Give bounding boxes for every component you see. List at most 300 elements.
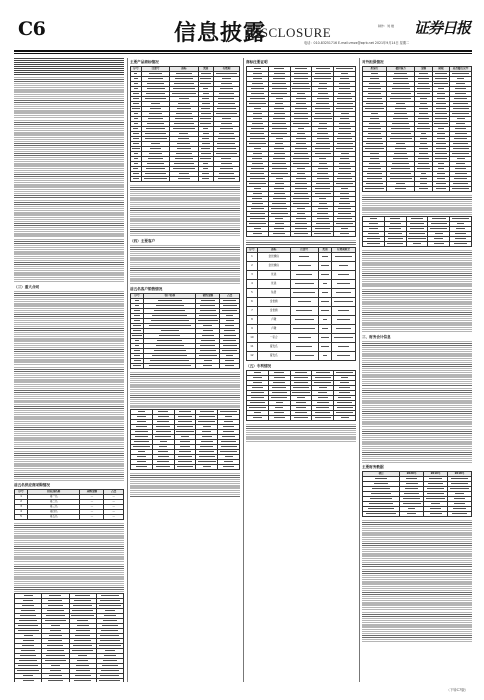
table-cell <box>247 222 269 227</box>
table-row <box>247 352 356 361</box>
table-cell <box>96 604 123 609</box>
table-cell <box>268 132 290 137</box>
table-row <box>247 396 356 401</box>
table-cell <box>196 460 218 465</box>
text-block <box>362 195 472 215</box>
table-row <box>363 512 472 517</box>
table-cell <box>170 177 198 182</box>
table-cell <box>247 177 269 182</box>
table-cell <box>432 157 449 162</box>
table-cell: 1 <box>15 495 28 500</box>
table-cell <box>318 271 331 280</box>
table-cell <box>247 182 269 187</box>
table-cell <box>268 172 290 177</box>
table-row <box>363 127 472 132</box>
table-row <box>247 172 356 177</box>
table-cell <box>96 599 123 604</box>
table-row <box>363 187 472 192</box>
table-title: 主要财务数据 <box>362 465 384 469</box>
table-row <box>247 401 356 406</box>
table-header: 采购金额 <box>80 490 104 495</box>
table-cell <box>363 147 387 152</box>
table-cell <box>220 364 240 369</box>
table-cell <box>174 430 196 435</box>
table-cell: 3 <box>15 505 28 510</box>
text-block <box>14 120 124 150</box>
table-row <box>363 87 472 92</box>
text-block <box>14 404 124 450</box>
table-cell <box>69 614 96 619</box>
trademark-logo: 金世旗 <box>257 298 290 307</box>
table-row <box>363 92 472 97</box>
table-row <box>131 440 240 445</box>
table-row <box>247 271 356 280</box>
table-cell <box>312 232 334 237</box>
table-row <box>363 492 472 497</box>
table-cell <box>15 664 42 669</box>
table-header: 注册号 <box>290 248 318 253</box>
section-heading: （四）主要客户 <box>130 239 156 243</box>
table-cell <box>406 232 428 237</box>
table-cell <box>331 262 355 271</box>
table-row <box>363 487 472 492</box>
table-row <box>247 386 356 391</box>
table-row <box>15 515 124 520</box>
table-cell <box>386 132 414 137</box>
table-cell: 3 <box>247 271 258 280</box>
table-row <box>247 122 356 127</box>
table-cell <box>141 97 169 102</box>
table-header: 是否履行完毕 <box>450 67 472 72</box>
text-block <box>246 240 356 246</box>
table-cell <box>268 207 290 212</box>
table-cell <box>218 445 240 450</box>
table-cell <box>334 406 356 411</box>
table-header: 2019年 <box>424 472 448 477</box>
data-table <box>14 593 124 682</box>
table-cell <box>318 298 331 307</box>
table-cell <box>69 649 96 654</box>
table-cell <box>170 167 198 172</box>
table-cell <box>96 639 123 644</box>
text-block <box>362 388 472 428</box>
table-row <box>247 343 356 352</box>
table-row <box>247 325 356 334</box>
table-cell <box>290 352 318 361</box>
table-cell <box>386 187 414 192</box>
table-cell <box>363 187 387 192</box>
table-cell <box>290 289 318 298</box>
table-cell <box>386 172 414 177</box>
table-cell <box>363 242 385 247</box>
trademark-logo: 富发名 <box>257 352 290 361</box>
table-cell <box>450 72 472 77</box>
table-cell <box>144 359 196 364</box>
table-cell <box>331 271 355 280</box>
table-cell: 7 <box>247 307 258 316</box>
table-cell <box>386 92 414 97</box>
table-cell <box>247 137 269 142</box>
table-cell <box>141 172 169 177</box>
table-cell <box>15 629 42 634</box>
table-cell <box>318 343 331 352</box>
table-cell <box>450 217 472 222</box>
table-header: 序号 <box>131 67 142 72</box>
table-cell <box>363 107 387 112</box>
table-cell <box>69 609 96 614</box>
table-cell <box>290 343 318 352</box>
table-cell <box>290 271 318 280</box>
table-row <box>247 87 356 92</box>
table-header: 销售金额 <box>196 294 220 299</box>
table-cell <box>432 117 449 122</box>
table-cell <box>247 142 269 147</box>
table-cell <box>415 92 432 97</box>
table-row <box>247 222 356 227</box>
table-cell <box>334 232 356 237</box>
table-cell <box>318 325 331 334</box>
table-cell <box>290 197 312 202</box>
table-cell <box>318 262 331 271</box>
table-row <box>247 307 356 316</box>
table-cell <box>213 177 239 182</box>
column-3 <box>246 58 356 682</box>
table-cell: — <box>104 505 124 510</box>
table-cell <box>290 232 312 237</box>
table-row <box>363 502 472 507</box>
table-cell <box>312 376 334 381</box>
table-row <box>247 253 356 262</box>
section-heading: 三、财务会计信息 <box>362 335 391 339</box>
text-block <box>14 291 124 325</box>
text-block <box>130 473 240 497</box>
table-row <box>247 177 356 182</box>
table-cell: — <box>80 495 104 500</box>
table-cell <box>141 132 169 137</box>
table-cell <box>334 67 356 72</box>
column-2 <box>130 58 240 682</box>
table-row <box>131 132 240 137</box>
table-cell <box>428 222 450 227</box>
table-cell <box>318 316 331 325</box>
editor-line: 制作：刘 雄 <box>378 24 394 28</box>
section-heading: （三）重大合同 <box>14 285 40 289</box>
table-row <box>131 445 240 450</box>
table-row <box>247 280 356 289</box>
table-cell <box>144 324 196 329</box>
table-cell: — <box>104 495 124 500</box>
continued-note: （下转C7版） <box>446 688 468 692</box>
text-block <box>362 250 472 288</box>
table-cell <box>218 465 240 470</box>
data-table <box>130 409 240 470</box>
table-row <box>363 497 472 502</box>
table-cell <box>334 102 356 107</box>
table-cell <box>432 122 449 127</box>
patent-table <box>246 370 356 421</box>
table-row <box>247 97 356 102</box>
table-cell <box>170 92 198 97</box>
table-cell <box>196 319 220 324</box>
table-cell <box>220 304 240 309</box>
table-row <box>247 202 356 207</box>
table-cell <box>268 396 290 401</box>
table-cell <box>312 112 334 117</box>
table-header: 商标 <box>257 248 290 253</box>
table-cell <box>196 314 220 319</box>
table-row <box>363 482 472 487</box>
table-row <box>131 172 240 177</box>
text-block <box>14 367 124 403</box>
table-cell: 11 <box>247 343 258 352</box>
table-cell: 1 <box>247 253 258 262</box>
text-block <box>14 326 124 366</box>
table-cell <box>312 152 334 157</box>
column-divider <box>359 58 360 682</box>
table-row <box>131 137 240 142</box>
text-block <box>14 200 124 238</box>
table-cell <box>268 416 290 421</box>
trademark-logo: 卢隆 <box>257 325 290 334</box>
table-cell <box>247 416 269 421</box>
table-cell <box>312 117 334 122</box>
table-row <box>247 416 356 421</box>
column-divider <box>127 58 128 682</box>
table-row <box>363 242 472 247</box>
table-cell: 第三名 <box>28 505 80 510</box>
table-row <box>247 217 356 222</box>
page-number: C6 <box>18 18 46 40</box>
trademark-logo: 仙居 <box>257 289 290 298</box>
table-cell <box>424 492 448 497</box>
table-row <box>363 82 472 87</box>
table-header: 项目 <box>363 472 400 477</box>
table-cell <box>415 167 432 172</box>
table-cell <box>218 450 240 455</box>
table-cell <box>268 212 290 217</box>
table-cell <box>96 679 123 683</box>
data-table <box>362 216 472 247</box>
table-cell <box>196 364 220 369</box>
text-block <box>362 569 472 611</box>
table-cell <box>220 349 240 354</box>
table-cell <box>213 107 239 112</box>
table-cell <box>196 415 218 420</box>
table-cell <box>363 182 387 187</box>
table-row <box>131 177 240 182</box>
table-cell <box>312 416 334 421</box>
text-block <box>246 424 356 442</box>
table-row <box>131 97 240 102</box>
table-cell: — <box>104 500 124 505</box>
table-cell <box>432 82 449 87</box>
table-cell <box>268 232 290 237</box>
table-cell <box>312 381 334 386</box>
table-cell <box>400 502 424 507</box>
table-cell <box>196 465 218 470</box>
table-cell <box>334 182 356 187</box>
table-cell <box>247 406 269 411</box>
trademark-logo: 金世旗 <box>257 307 290 316</box>
table-row <box>363 167 472 172</box>
table-row <box>247 262 356 271</box>
table-cell <box>144 319 196 324</box>
text-block <box>362 289 472 333</box>
table-cell <box>268 167 290 172</box>
table-cell <box>450 147 472 152</box>
table-cell <box>15 624 42 629</box>
column-1 <box>14 58 124 682</box>
table-cell <box>170 122 198 127</box>
customer-table <box>130 293 240 369</box>
table-cell <box>196 420 218 425</box>
table-cell <box>290 307 318 316</box>
table-cell <box>42 654 69 659</box>
table-cell <box>131 177 142 182</box>
table-cell <box>290 316 318 325</box>
table-row <box>247 127 356 132</box>
text-block <box>130 372 240 408</box>
trademark-logo: 优美 <box>257 271 290 280</box>
table-cell <box>131 465 153 470</box>
table-cell <box>386 97 414 102</box>
table-cell <box>290 280 318 289</box>
table-header: 客户名称 <box>144 294 196 299</box>
table-cell <box>290 162 312 167</box>
table-row <box>131 425 240 430</box>
table-cell <box>247 217 269 222</box>
table-cell <box>334 416 356 421</box>
table-cell <box>290 87 312 92</box>
registration-table <box>246 66 356 237</box>
table-row <box>131 435 240 440</box>
table-cell <box>406 237 428 242</box>
table-cell <box>247 232 269 237</box>
logo-table <box>246 247 356 361</box>
table-row <box>363 237 472 242</box>
table-cell: 第四名 <box>28 510 80 515</box>
table-row <box>363 232 472 237</box>
table-cell <box>144 364 196 369</box>
table-row <box>131 162 240 167</box>
text-block <box>362 520 472 568</box>
table-cell <box>450 107 472 112</box>
table-header: 序号 <box>247 248 258 253</box>
table-cell <box>290 298 318 307</box>
table-cell <box>42 619 69 624</box>
masthead-rule-thin <box>14 53 472 54</box>
table-cell <box>198 82 213 87</box>
table-row <box>131 465 240 470</box>
newspaper-logo: 证券日报 <box>413 19 470 37</box>
masthead-rule-thick <box>14 50 472 52</box>
table-row <box>247 82 356 87</box>
table-cell <box>213 147 239 152</box>
table-cell <box>386 177 414 182</box>
table-header: 金额 <box>415 67 432 72</box>
text-block <box>14 77 124 119</box>
table-row <box>247 298 356 307</box>
table-header: 占比 <box>104 490 124 495</box>
table-cell <box>152 435 174 440</box>
table-cell: 2 <box>247 262 258 271</box>
table-cell <box>290 122 312 127</box>
table-header: 有效期限至 <box>331 248 355 253</box>
table-cell <box>428 242 450 247</box>
table-header: 类别 <box>318 248 331 253</box>
table-row <box>15 679 124 683</box>
table-cell <box>363 507 400 512</box>
table-cell <box>312 77 334 82</box>
table-cell <box>198 117 213 122</box>
table-cell <box>213 152 239 157</box>
table-row <box>131 87 240 92</box>
table-cell: — <box>80 515 104 520</box>
table-cell <box>290 391 312 396</box>
table-cell <box>42 679 69 683</box>
table-cell <box>331 316 355 325</box>
table-row <box>131 167 240 172</box>
table-cell <box>218 410 240 415</box>
table-cell <box>331 334 355 343</box>
table-cell <box>432 187 449 192</box>
table-cell: — <box>80 500 104 505</box>
table-cell <box>196 354 220 359</box>
table-row <box>247 334 356 343</box>
table-cell <box>268 92 290 97</box>
table-row <box>247 142 356 147</box>
table-header: 担保方 <box>363 67 387 72</box>
table-cell <box>141 177 169 182</box>
table-cell <box>318 352 331 361</box>
table-cell: 9 <box>247 325 258 334</box>
table-cell <box>290 202 312 207</box>
table-cell <box>432 77 449 82</box>
table-cell <box>312 72 334 77</box>
table-row <box>131 82 240 87</box>
table-row <box>131 364 240 369</box>
table-row <box>247 92 356 97</box>
table-cell <box>331 253 355 262</box>
table-row <box>247 132 356 137</box>
guarantee-table <box>362 66 472 192</box>
table-cell <box>131 445 153 450</box>
table-cell: — <box>104 510 124 515</box>
table-row <box>131 122 240 127</box>
text-block <box>130 185 240 237</box>
table-row <box>131 127 240 132</box>
table-cell: — <box>104 515 124 520</box>
table-cell <box>450 152 472 157</box>
table-cell: 2 <box>15 500 28 505</box>
table-cell <box>170 162 198 167</box>
table-cell <box>331 289 355 298</box>
table-cell <box>406 242 428 247</box>
table-cell <box>386 137 414 142</box>
table-cell <box>415 187 432 192</box>
text-block <box>362 341 472 387</box>
table-row <box>247 289 356 298</box>
table-header: 注册号 <box>141 67 169 72</box>
table-cell <box>69 679 96 683</box>
table-cell <box>290 334 318 343</box>
table-cell <box>141 92 169 97</box>
table-cell: 8 <box>247 316 258 325</box>
table-header: 被担保方 <box>386 67 414 72</box>
section-title: 信息披露 <box>174 20 267 46</box>
table-cell <box>213 72 239 77</box>
table-cell: 第一名 <box>28 495 80 500</box>
